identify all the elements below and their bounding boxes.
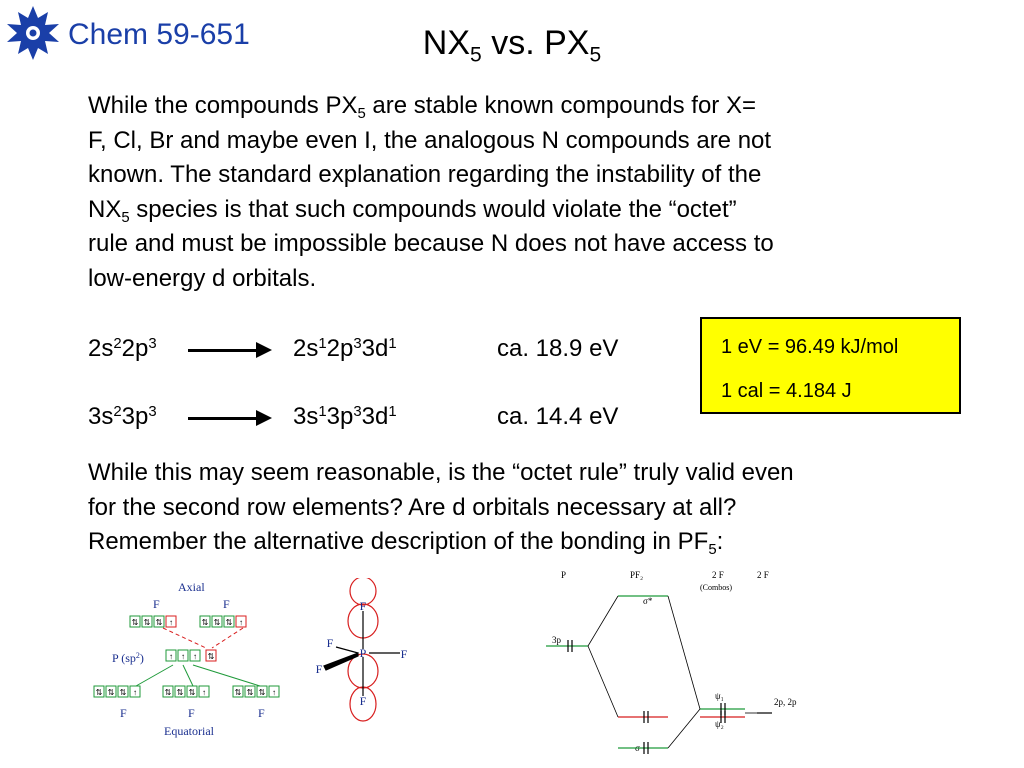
right-f-label: F xyxy=(400,647,408,661)
intro-paragraph: While the compounds $PX_5$ are stable known compounds for X= F, Cl, Br and maybe even I, the analogous N compounds are not known. The standard explanation regarding the instability of the $NX_5$ species is that such compounds would violate the “octet” rule and must be impossible because N does not have access to low-energy d orbitals. xyxy=(88,92,774,292)
psi2-label: ψ₂ xyxy=(715,719,724,729)
course-code: Chem 59-651 xyxy=(68,18,250,51)
electron-arrow-icon: ⇅ xyxy=(201,618,209,627)
electron-arrow-icon: ↑ xyxy=(169,652,173,661)
col-2f-label: 2 F xyxy=(712,570,724,580)
top-f-label: F xyxy=(359,599,367,613)
page-title: $NX_5$ vs. $PX_5$ xyxy=(422,24,602,67)
electron-arrow-icon: ⇅ xyxy=(119,688,127,697)
electron-arrow-icon: ⇅ xyxy=(155,618,163,627)
2p-2p-label: 2p, 2p xyxy=(774,697,797,707)
ev-conversion: 1 eV = 96.49 kJ/mol xyxy=(721,336,899,358)
electron-arrow-icon: ⇅ xyxy=(258,688,266,697)
col-pf2-label: PF₂ xyxy=(630,570,644,580)
electron-arrow-icon: ↑ xyxy=(133,688,137,697)
equatorial-f3-label: F xyxy=(258,706,265,720)
3p-label: 3p xyxy=(552,635,561,645)
electron-arrow-icon: ↑ xyxy=(239,618,243,627)
electron-arrow-icon: ⇅ xyxy=(188,688,196,697)
sigma-label: σ xyxy=(635,743,640,753)
cal-conversion: 1 cal = 4.184 J xyxy=(721,380,852,402)
electron-arrow-icon: ⇅ xyxy=(107,688,115,697)
equatorial-f1-label: F xyxy=(120,706,127,720)
electron-arrow-icon: ↑ xyxy=(181,652,185,661)
unit-conversion-box xyxy=(700,317,961,414)
col-2f-right-label: 2 F xyxy=(757,570,769,580)
electron-arrow-icon: ↑ xyxy=(272,688,276,697)
electron-arrow-icon: ↑ xyxy=(202,688,206,697)
question-paragraph: While this may seem reasonable, is the “octet rule” truly valid even for the second row elements? Are d orbitals necessary at all? Remember the alternative description of the bonding in $PF_5$: xyxy=(88,459,794,559)
electron-arrow-icon: ⇅ xyxy=(234,688,242,697)
axial-f-left-label: F xyxy=(153,597,160,611)
promotion-from-p: $3s^23p^3$ xyxy=(88,403,157,430)
electron-arrow-icon: ⇅ xyxy=(207,652,215,661)
equatorial-title: Equatorial xyxy=(164,724,214,738)
electron-arrow-icon: ↑ xyxy=(169,618,173,627)
electron-arrow-icon: ⇅ xyxy=(176,688,184,697)
p-sp2-label: P $(sp^2)$ xyxy=(112,651,144,665)
axial-title: Axial xyxy=(178,580,205,594)
electron-arrow-icon: ↑ xyxy=(193,652,197,661)
electron-arrow-icon: ⇅ xyxy=(225,618,233,627)
electron-arrow-icon: ⇅ xyxy=(95,688,103,697)
col-2f-combos-label: (Combos) xyxy=(700,583,732,592)
psi1-label: ψ₁ xyxy=(715,691,724,701)
promotion-arrow-icon xyxy=(188,349,268,352)
left-f-label: F xyxy=(326,636,334,650)
electron-arrow-icon: ⇅ xyxy=(213,618,221,627)
electron-arrow-icon: ⇅ xyxy=(131,618,139,627)
col-p-label: P xyxy=(561,570,567,580)
promotion-arrow-icon xyxy=(188,417,268,420)
electron-arrow-icon: ⇅ xyxy=(143,618,151,627)
electron-arrow-icon: ⇅ xyxy=(246,688,254,697)
hybridization-diagram xyxy=(88,576,298,741)
promotion-from-n: $2s^22p^3$ xyxy=(88,335,157,362)
promotion-energy-p: ca. 14.4 eV xyxy=(497,403,619,430)
mo-diagram xyxy=(540,566,810,756)
pf5-structure-diagram xyxy=(308,578,416,730)
promotion-to-n: $2s^12p^33d^1$ xyxy=(293,335,397,362)
center-p-label: P xyxy=(359,646,367,660)
promotion-energy-n: ca. 18.9 eV xyxy=(497,335,619,362)
equatorial-f2-label: F xyxy=(188,706,195,720)
axial-f-right-label: F xyxy=(223,597,230,611)
promotion-to-p: $3s^13p^33d^1$ xyxy=(293,403,397,430)
electron-arrow-icon: ⇅ xyxy=(164,688,172,697)
front-f-label: F xyxy=(315,662,323,676)
sigma-star-label: σ* xyxy=(643,596,653,606)
bottom-f-label: F xyxy=(359,694,367,708)
